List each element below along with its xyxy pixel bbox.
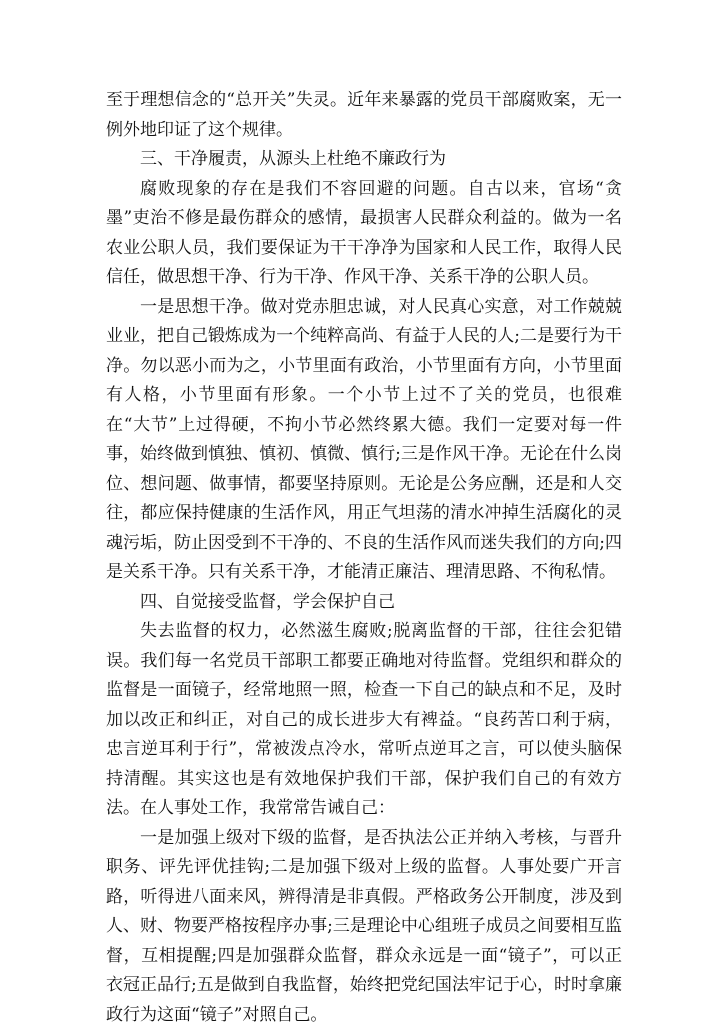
section-heading-three: 三、干净履责，从源头上杜绝不廉政行为: [106, 145, 622, 175]
section-heading-four: 四、自觉接受监督，学会保护自己: [106, 588, 622, 618]
paragraph-supervision-measures: 一是加强上级对下级的监督，是否执法公正并纳入考核，与晋升职务、评先评优挂钩;二是加强下级对上级的监督。人事处要广开言路，听得进八面来风，辨得清是非真假。严格政务公开制度，涉及到人、财、物要严格按程序办事;三是理论中心组班子成员之间要相互监督，互相提醒;四是加强群众监督，群众永远是一面“镜子”，可以正衣冠正品行;五是做到自我监督，始终把党纪国法牢记于心，时时拿廉政行为这面“镜子”对照自己。: [106, 824, 622, 1030]
paragraph-continuation: 至于理想信念的“总开关”失灵。近年来暴露的党员干部腐败案，无一例外地印证了这个规律。: [106, 86, 622, 145]
paragraph-four-clean: 一是思想干净。做对党赤胆忠诚，对人民真心实意，对工作兢兢业业，把自己锻炼成为一个纯粹高尚、有益于人民的人;二是要行为干净。勿以恶小而为之，小节里面有政治，小节里面有方向，小节里面有人格，小节里面有形象。一个小节上过不了关的党员，也很难在“大节”上过得硬，不拘小节必然终累大德。我们一定要对每一件事，始终做到慎独、慎初、慎微、慎行;三是作风干净。无论在什么岗位、想问题、做事情，都要坚持原则。无论是公务应酬，还是和人交往，都应保持健康的生活作风，用正气坦荡的清水冲掉生活腐化的灵魂污垢，防止因受到不干净的、不良的生活作风而迷失我们的方向;四是关系干净。只有关系干净，才能清正廉洁、理清思路、不徇私情。: [106, 293, 622, 588]
paragraph-supervision: 失去监督的权力，必然滋生腐败;脱离监督的干部，往往会犯错误。我们每一名党员干部职工都要正确地对待监督。党组织和群众的监督是一面镜子，经常地照一照，检查一下自己的缺点和不足，及时加以改正和纠正，对自己的成长进步大有裨益。“良药苦口利于病，忠言逆耳利于行”，常被泼点冷水，常听点逆耳之言，可以使头脑保持清醒。其实这也是有效地保护我们干部，保护我们自己的有效方法。在人事处工作，我常常告诫自己：: [106, 617, 622, 824]
paragraph-corruption: 腐败现象的存在是我们不容回避的问题。自古以来，官场“贪墨”吏治不修是最伤群众的感情，最损害人民群众利益的。做为一名农业公职人员，我们要保证为干干净净为国家和人民工作，取得人民信任，做思想干净、行为干净、作风干净、关系干净的公职人员。: [106, 175, 622, 293]
document-body: [106, 86, 622, 1030]
